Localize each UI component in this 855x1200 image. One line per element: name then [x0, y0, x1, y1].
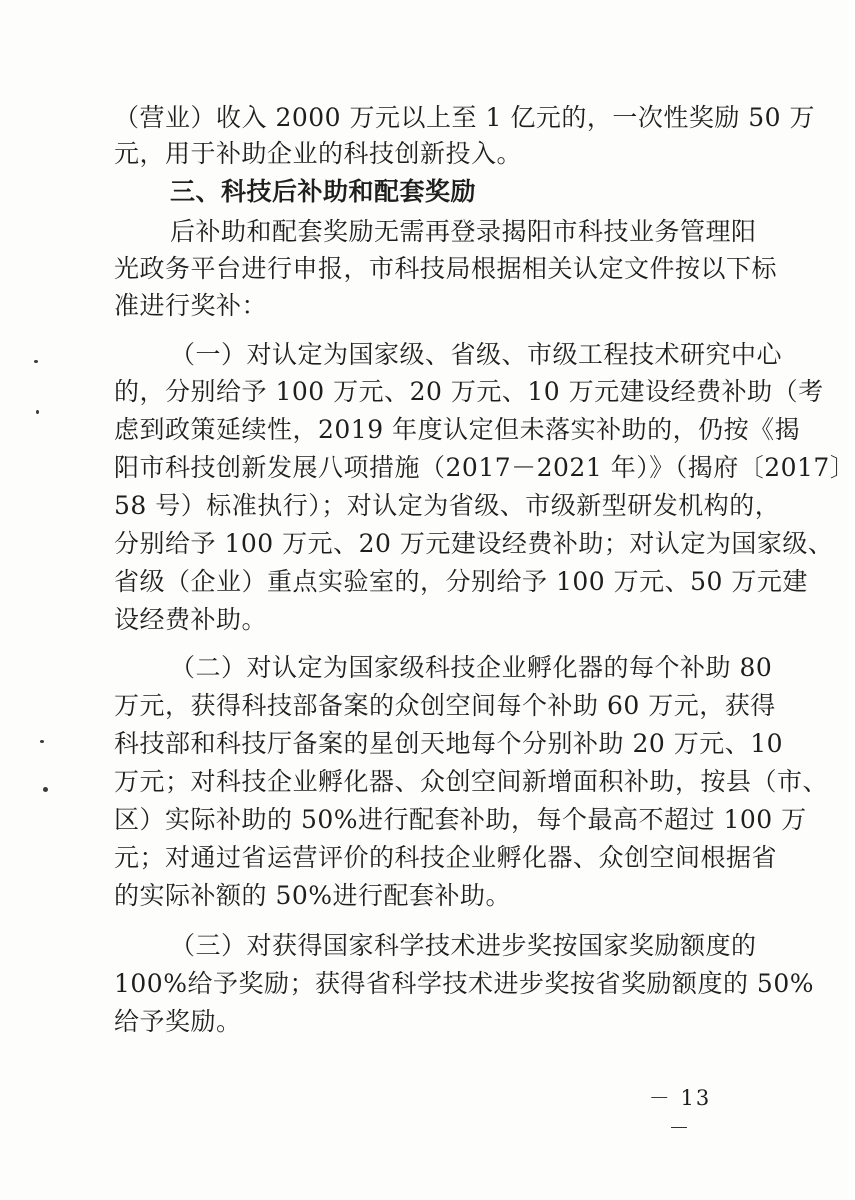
- scan-speck: [34, 360, 38, 363]
- paragraph-line: 100%给予奖励；获得省科学技术进步奖按省奖励额度的 50%: [114, 969, 814, 998]
- paragraph-line: 分别给予 100 万元、20 万元建设经费补助；对认定为国家级、: [114, 529, 834, 558]
- paragraph-line: 省级（企业）重点实验室的，分别给予 100 万元、50 万元建: [114, 567, 808, 596]
- paragraph-line: （一）对认定为国家级、省级、市级工程技术研究中心: [170, 340, 783, 369]
- paragraph-line: 58 号）标准执行）；对认定为省级、市级新型研发机构的，: [114, 491, 781, 520]
- paragraph-line: （营业）收入 2000 万元以上至 1 亿元的，一次性奖励 50 万: [114, 103, 816, 132]
- paragraph-line: 的实际补额的 50%进行配套补助。: [114, 881, 512, 910]
- paragraph-line: 元，用于补助企业的科技创新投入。: [114, 139, 523, 168]
- paragraph-line: （三）对获得国家科学技术进步奖按国家奖励额度的: [170, 931, 757, 960]
- paragraph-line: 的，分别给予 100 万元、20 万元、10 万元建设经费补助（考: [114, 377, 824, 406]
- paragraph-line: （二）对认定为国家级科技企业孵化器的每个补助 80: [170, 653, 773, 682]
- page-number: － 13 －: [648, 1086, 712, 1140]
- paragraph-line: 设经费补助。: [114, 605, 268, 634]
- paragraph-line: 阳市科技创新发展八项措施（2017－2021 年）》（揭府〔2017〕: [114, 453, 855, 482]
- paragraph-line: 科技部和科技厅备案的星创天地每个分别补助 20 万元、10: [114, 729, 784, 758]
- paragraph-line: 虑到政策延续性，2019 年度认定但未落实补助的，仍按《揭: [114, 415, 801, 444]
- paragraph-line: 给予奖励。: [114, 1007, 242, 1036]
- paragraph-line: 万元，获得科技部备案的众创空间每个补助 60 万元，获得: [114, 691, 776, 720]
- paragraph-line: 元；对通过省运营评价的科技企业孵化器、众创空间根据省: [114, 843, 778, 872]
- scan-speck: [40, 740, 44, 743]
- scan-speck: [36, 410, 39, 414]
- paragraph-line: 后补助和配套奖励无需再登录揭阳市科技业务管理阳: [170, 217, 757, 246]
- section-heading: 三、科技后补助和配套奖励: [170, 177, 477, 206]
- paragraph-line: 准进行奖补：: [114, 291, 268, 320]
- paragraph-line: 万元；对科技企业孵化器、众创空间新增面积补助，按县（市、: [114, 767, 829, 796]
- paragraph-line: 区）实际补助的 50%进行配套补助，每个最高不超过 100 万: [114, 805, 807, 834]
- scan-speck: [43, 787, 48, 792]
- paragraph-line: 光政务平台进行申报，市科技局根据相关认定文件按以下标: [114, 254, 778, 283]
